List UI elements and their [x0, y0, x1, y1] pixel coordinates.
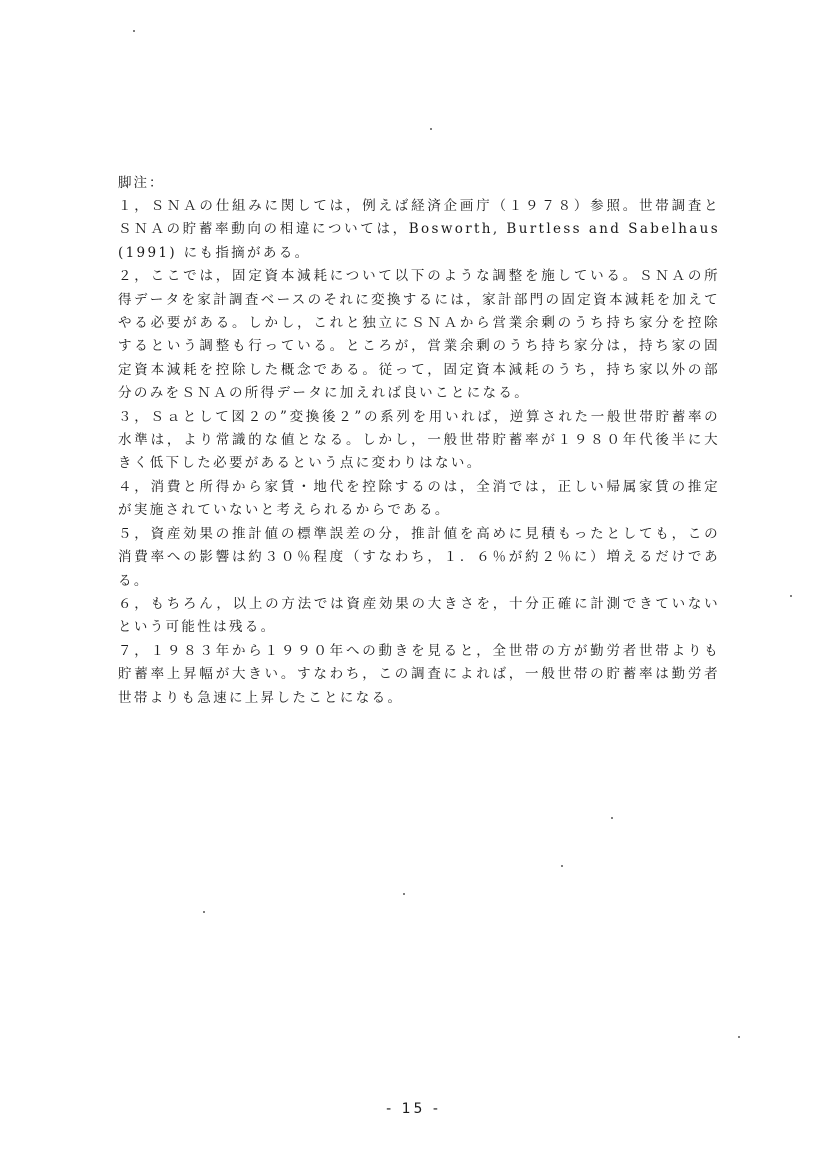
footnote-7: ７，１９８３年から１９９０年への動きを見ると，全世帯の方が勤労者世帯よりも貯蓄率上昇幅が大きい。すなわち，この調査によれば，一般世帯の貯蓄率は勤労者世帯よりも急速に上昇したことになる。: [118, 642, 720, 706]
footnote-1: １，ＳＮＡの仕組みに関しては，例えば経済企画庁（１９７８）参照。世帯調査とＳＮＡの貯蓄率動向の相違については，Bosworth, Burtless and Sabelhaus (1991) にも指摘がある。: [118, 198, 720, 261]
footnote-6: ６，もちろん，以上の方法では資産効果の大きさを，十分正確に計測できていないという可能性は残る。: [118, 595, 720, 636]
scan-speck: [430, 128, 432, 130]
scan-speck: [738, 1036, 740, 1038]
scan-speck: [203, 911, 205, 913]
footnote-2: ２，ここでは，固定資本減耗について以下のような調整を施している。ＳＮＡの所得データを家計調査ベースのそれに変換するには，家計部門の固定資本減耗を加えてやる必要がある。しかし，これと独立にＳＮＡから営業余剰のうち持ち家分を控除するという調整も行っている。ところが，営業余剰のうち持ち家分は，持ち家の固定資本減耗を控除した概念である。従って，固定資本減耗のうち，持ち家以外の部分のみをＳＮＡの所得データに加えれば良いことになる。: [118, 268, 720, 402]
footnotes-section: [118, 171, 720, 710]
page-number: - 15 -: [386, 1101, 441, 1117]
scan-speck: [403, 893, 405, 895]
footnote-5: ５，資産効果の推計値の標準誤差の分，推計値を高めに見積もったとしても，この消費率への影響は約３０％程度（すなわち，１．６％が約２％に）増えるだけである。: [118, 525, 720, 589]
scan-speck: [133, 30, 135, 32]
scan-speck: [561, 865, 563, 867]
footnotes-heading: 脚注：: [118, 175, 165, 191]
footnote-4: ４，消費と所得から家賃・地代を控除するのは，全消では，正しい帰属家賃の推定が実施されていないと考えられるからである。: [118, 478, 720, 519]
footnote-3: ３，Ｓａとして図２の”変換後２”の系列を用いれば，逆算された一般世帯貯蓄率の水準は，より常識的な値となる。しかし，一般世帯貯蓄率が１９８０年代後半に大きく低下した必要があるという点に変わりはない。: [118, 408, 720, 472]
scan-speck: [611, 817, 613, 819]
scan-speck: [790, 595, 792, 597]
